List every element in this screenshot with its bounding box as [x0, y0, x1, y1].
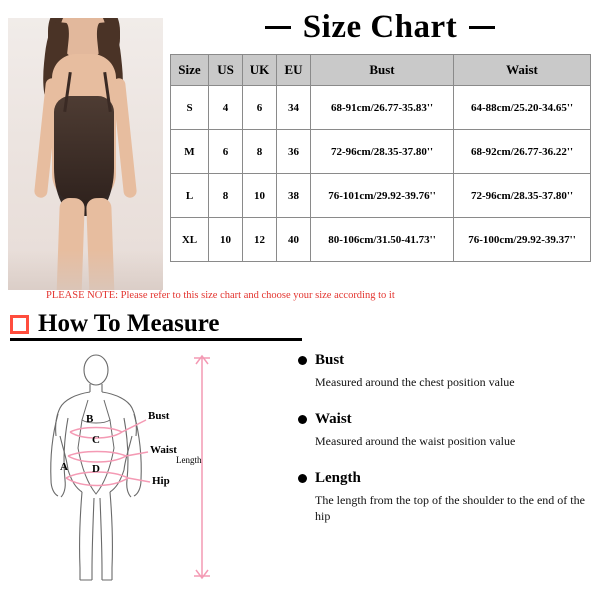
- how-to-measure-heading: [10, 310, 220, 338]
- svg-text:B: B: [86, 413, 94, 425]
- cell-waist: 72-96cm/28.35-37.80'': [454, 174, 591, 218]
- list-item: [298, 470, 590, 526]
- svg-text:C: C: [92, 434, 100, 446]
- cell-size: L: [171, 174, 209, 218]
- diagram-label-bust: Bust: [148, 410, 170, 422]
- cell-uk: 8: [243, 130, 277, 174]
- size-chart-table: [170, 54, 591, 262]
- header-uk: UK: [243, 55, 277, 86]
- table-row: [171, 218, 591, 262]
- cell-us: 10: [209, 218, 243, 262]
- bullet-icon: [298, 356, 307, 365]
- cell-waist: 64-88cm/25.20-34.65'': [454, 86, 591, 130]
- table-row: [171, 174, 591, 218]
- desc-body-length: The length from the top of the shoulder to the end of the hip: [315, 492, 585, 524]
- square-bullet-icon: [10, 315, 29, 334]
- cell-eu: 34: [277, 86, 311, 130]
- cell-us: 8: [209, 174, 243, 218]
- model-photo: [8, 18, 163, 290]
- cell-waist: 76-100cm/29.92-39.37'': [454, 218, 591, 262]
- title-dash-left: [265, 26, 291, 29]
- desc-body-waist: Measured around the waist position value: [315, 433, 516, 448]
- cell-size: XL: [171, 218, 209, 262]
- size-note: PLEASE NOTE: Please refer to this size chart and choose your size according to it: [46, 290, 395, 301]
- measurement-descriptions: [298, 352, 590, 545]
- table-row: [171, 130, 591, 174]
- cell-eu: 38: [277, 174, 311, 218]
- header-waist: Waist: [454, 55, 591, 86]
- list-item: [298, 411, 590, 450]
- heading-underline: [10, 338, 302, 341]
- how-to-measure-title: How To Measure: [38, 310, 220, 337]
- header-bust: Bust: [311, 55, 454, 86]
- list-item: [298, 352, 590, 391]
- cell-us: 6: [209, 130, 243, 174]
- cell-us: 4: [209, 86, 243, 130]
- diagram-label-length: Length: [176, 455, 202, 465]
- header-eu: EU: [277, 55, 311, 86]
- desc-title-waist: Waist: [315, 410, 352, 427]
- svg-text:D: D: [92, 463, 100, 475]
- cell-size: S: [171, 86, 209, 130]
- cell-bust: 72-96cm/28.35-37.80'': [311, 130, 454, 174]
- cell-bust: 80-106cm/31.50-41.73'': [311, 218, 454, 262]
- header-us: US: [209, 55, 243, 86]
- svg-text:A: A: [60, 461, 68, 473]
- header-size: Size: [171, 55, 209, 86]
- desc-body-bust: Measured around the chest position value: [315, 375, 515, 389]
- desc-title-length: Length: [315, 469, 361, 486]
- cell-uk: 12: [243, 218, 277, 262]
- cell-bust: 68-91cm/26.77-35.83'': [311, 86, 454, 130]
- cell-size: M: [171, 130, 209, 174]
- cell-uk: 6: [243, 86, 277, 130]
- cell-waist: 68-92cm/26.77-36.22'': [454, 130, 591, 174]
- photo-shadow: [8, 250, 163, 290]
- desc-title-bust: Bust: [315, 352, 345, 368]
- page-title: [170, 8, 590, 46]
- table-header-row: [171, 55, 591, 86]
- diagram-label-hip: Hip: [152, 475, 170, 487]
- bullet-icon: [298, 415, 307, 424]
- cell-eu: 36: [277, 130, 311, 174]
- cell-eu: 40: [277, 218, 311, 262]
- bullet-icon: [298, 474, 307, 483]
- title-text: Size Chart: [302, 8, 458, 45]
- cell-bust: 76-101cm/29.92-39.76'': [311, 174, 454, 218]
- body-diagram-svg: [34, 348, 284, 588]
- title-dash-right: [469, 26, 495, 29]
- diagram-label-waist: Waist: [150, 444, 177, 456]
- measurement-diagram: [34, 348, 284, 588]
- cell-uk: 10: [243, 174, 277, 218]
- table-row: [171, 86, 591, 130]
